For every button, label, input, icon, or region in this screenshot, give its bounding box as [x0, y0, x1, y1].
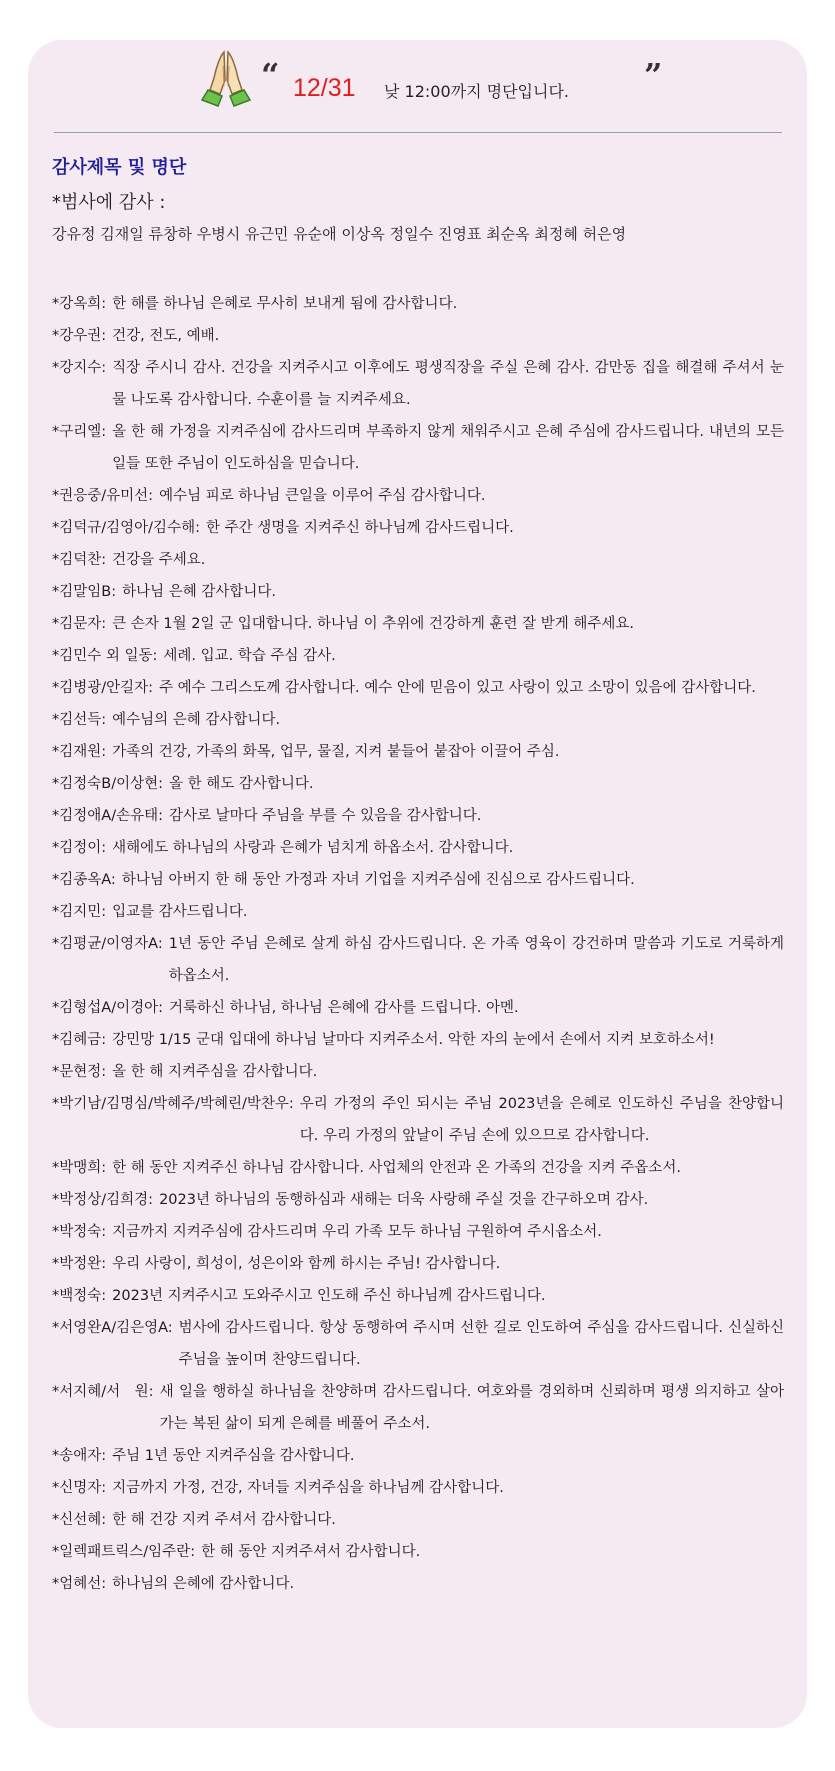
- entry-text: 한 주간 생명을 지켜주신 하나님께 감사드립니다.: [205, 520, 514, 536]
- entry-name: *김재원:: [52, 744, 107, 760]
- entry-name: *신선혜:: [52, 1512, 107, 1528]
- entry-text: 입교를 감사드립니다.: [112, 904, 248, 920]
- entry-name: *김혜금:: [52, 1032, 107, 1048]
- list-item: [52, 1568, 784, 1600]
- card-header: [28, 40, 807, 136]
- list-item: [52, 416, 784, 480]
- list-item: [52, 704, 784, 736]
- entry-text: 예수님 피로 하나님 큰일을 이루어 주심 감사합니다.: [159, 488, 486, 504]
- entry-text: 세례. 입교. 학습 주심 감사.: [163, 648, 336, 664]
- list-item: [52, 864, 784, 896]
- entry-text: 건강을 주세요.: [112, 552, 206, 568]
- entry-name: *김정숙B/이상현:: [52, 776, 164, 792]
- entry-text: 하나님의 은혜에 감사합니다.: [112, 1576, 295, 1592]
- entry-name: *박정상/김희경:: [52, 1192, 154, 1208]
- entry-text: 예수님의 은혜 감사합니다.: [112, 712, 281, 728]
- prayer-card: [28, 40, 807, 1728]
- list-item: [52, 832, 784, 864]
- list-item: [52, 800, 784, 832]
- entry-name: *김평균/이영자A:: [52, 936, 163, 952]
- names-list: 강유정 김재일 류창하 우병시 유근민 유순애 이상옥 정일수 진영표 최순옥 최정혜 허은영: [52, 225, 627, 243]
- deadline-date: 12/31: [293, 74, 356, 102]
- list-item: [52, 928, 784, 992]
- list-item: [52, 1056, 784, 1088]
- entry-text: 한 해 동안 지켜주셔서 감사합니다.: [201, 1544, 421, 1560]
- entry-text: 우리 가정의 주인 되시는 주님 2023년을 은혜로 인도하신 주님을 찬양합니다. 우리 가정의 앞날이 주님 손에 있으므로 감사합니다.: [299, 1096, 784, 1144]
- list-item: [52, 544, 784, 576]
- entry-list: [52, 288, 784, 1600]
- entry-text: 주님 1년 동안 지켜주심을 감사합니다.: [112, 1448, 355, 1464]
- list-item: [52, 1504, 784, 1536]
- list-item: [52, 640, 784, 672]
- close-quote: ”: [644, 56, 663, 94]
- section-subhead: *범사에 감사 :: [52, 192, 166, 213]
- entry-text: 큰 손자 1월 2일 군 입대합니다. 하나님 이 추위에 건강하게 훈련 잘 받게 해주세요.: [112, 616, 634, 632]
- entry-text: 감사로 날마다 주님을 부를 수 있음을 감사합니다.: [168, 808, 482, 824]
- entry-name: *강우권:: [52, 328, 107, 344]
- list-item: [52, 736, 784, 768]
- entry-name: *박정숙:: [52, 1224, 107, 1240]
- entry-text: 하나님 아버지 한 해 동안 가정과 자녀 기업을 지켜주심에 진심으로 감사드립니다.: [121, 872, 635, 888]
- section-title: 감사제목 및 명단: [52, 157, 187, 178]
- header-divider: [54, 132, 782, 133]
- entry-name: *일렉패트릭스/임주란:: [52, 1544, 196, 1560]
- entry-name: *서지혜/서 원:: [52, 1384, 154, 1400]
- praying-hands-icon: [194, 46, 260, 112]
- list-item: [52, 512, 784, 544]
- entry-text: 건강, 전도, 예배.: [112, 328, 220, 344]
- list-item: [52, 992, 784, 1024]
- list-item: [52, 1184, 784, 1216]
- list-item: [52, 768, 784, 800]
- list-item: [52, 576, 784, 608]
- list-item: [52, 320, 784, 352]
- entry-text: 2023년 하나님의 동행하심과 새해는 더욱 사랑해 주실 것을 간구하오며 감사.: [159, 1192, 649, 1208]
- entry-text: 새 일을 행하실 하나님을 찬양하며 감사드립니다. 여호와를 경외하며 신뢰하며 평생 의지하고 살아가는 복된 삶이 되게 은혜를 베풀어 주소서.: [159, 1384, 784, 1432]
- entry-name: *박정완:: [52, 1256, 107, 1272]
- entry-name: *신명자:: [52, 1480, 107, 1496]
- entry-name: *송애자:: [52, 1448, 107, 1464]
- entry-name: *김민수 외 일동:: [52, 648, 158, 664]
- list-item: [52, 1312, 784, 1376]
- list-item: [52, 1024, 784, 1056]
- open-quote: “: [261, 56, 280, 94]
- deadline-note: 낮 12:00까지 명단입니다.: [384, 82, 570, 101]
- list-item: [52, 1216, 784, 1248]
- entry-text: 새해에도 하나님의 사랑과 은혜가 넘치게 하옵소서. 감사합니다.: [112, 840, 514, 856]
- entry-text: 1년 동안 주님 은혜로 살게 하심 감사드립니다. 온 가족 영육이 강건하며 말씀과 기도로 거룩하게 하옵소서.: [168, 936, 784, 984]
- entry-text: 강민망 1/15 군대 입대에 하나님 날마다 지켜주소서. 악한 자의 눈에서 손에서 지켜 보호하소서!: [112, 1032, 715, 1048]
- entry-text: 거룩하신 하나님, 하나님 은혜에 감사를 드립니다. 아멘.: [168, 1000, 519, 1016]
- entry-name: *박맹희:: [52, 1160, 107, 1176]
- entry-text: 우리 사랑이, 희성이, 성은이와 함께 하시는 주님! 감사합니다.: [112, 1256, 501, 1272]
- entry-text: 범사에 감사드립니다. 항상 동행하여 주시며 선한 길로 인도하여 주심을 감사드립니다. 신실하신 주님을 높이며 찬양드립니다.: [178, 1320, 784, 1368]
- entry-text: 직장 주시니 감사. 건강을 지켜주시고 이후에도 평생직장을 주실 은혜 감사. 감만동 집을 해결해 주셔서 눈물 나도록 감사합니다. 수훈이를 늘 지켜주세요.: [112, 360, 784, 408]
- entry-name: *김덕찬:: [52, 552, 107, 568]
- entry-text: 지금까지 가정, 건강, 자녀들 지켜주심을 하나님께 감사합니다.: [112, 1480, 504, 1496]
- entry-name: *김문자:: [52, 616, 107, 632]
- list-item: [52, 352, 784, 416]
- list-item: [52, 1088, 784, 1152]
- entry-name: *구리엘:: [52, 424, 107, 440]
- entry-name: *김말임B:: [52, 584, 117, 600]
- entry-text: 한 해 건강 지켜 주셔서 감사합니다.: [112, 1512, 336, 1528]
- entry-text: 한 해를 하나님 은혜로 무사히 보내게 됨에 감사합니다.: [112, 296, 458, 312]
- entry-name: *김선득:: [52, 712, 107, 728]
- entry-name: *강옥희:: [52, 296, 107, 312]
- list-item: [52, 896, 784, 928]
- entry-text: 지금까지 지켜주심에 감사드리며 우리 가족 모두 하나님 구원하여 주시옵소서.: [112, 1224, 602, 1240]
- entry-name: *서영완A/김은영A:: [52, 1320, 173, 1336]
- entry-name: *김지민:: [52, 904, 107, 920]
- entry-name: *김정이:: [52, 840, 107, 856]
- list-item: [52, 1152, 784, 1184]
- list-item: [52, 672, 784, 704]
- entry-text: 주 예수 그리스도께 감사합니다. 예수 안에 믿음이 있고 사랑이 있고 소망이 있음에 감사합니다.: [159, 680, 756, 696]
- list-item: [52, 1536, 784, 1568]
- entry-name: *김형섭A/이경아:: [52, 1000, 163, 1016]
- entry-text: 2023년 지켜주시고 도와주시고 인도해 주신 하나님께 감사드립니다.: [112, 1288, 546, 1304]
- entry-text: 올 한 해 가정을 지켜주심에 감사드리며 부족하지 않게 채워주시고 은혜 주심에 감사드립니다. 내년의 모든 일들 또한 주님이 인도하심을 믿습니다.: [112, 424, 784, 472]
- list-item: [52, 1376, 784, 1440]
- list-item: [52, 1248, 784, 1280]
- entry-name: *백정숙:: [52, 1288, 107, 1304]
- entry-text: 하나님 은혜 감사합니다.: [122, 584, 277, 600]
- entry-name: *문현정:: [52, 1064, 107, 1080]
- list-item: [52, 480, 784, 512]
- entry-name: *김종옥A:: [52, 872, 116, 888]
- list-item: [52, 288, 784, 320]
- entry-name: *김덕규/김영아/김수해:: [52, 520, 200, 536]
- entry-name: *김정애A/손유태:: [52, 808, 163, 824]
- entry-name: *강지수:: [52, 360, 107, 376]
- entry-name: *김병광/안길자:: [52, 680, 154, 696]
- list-item: [52, 608, 784, 640]
- entry-text: 가족의 건강, 가족의 화목, 업무, 물질, 지켜 붙들어 붙잡아 이끌어 주심.: [112, 744, 560, 760]
- entry-text: 올 한 해 지켜주심을 감사합니다.: [112, 1064, 318, 1080]
- list-item: [52, 1440, 784, 1472]
- entry-name: *박기남/김명심/박혜주/박혜린/박찬우:: [52, 1096, 294, 1112]
- entry-text: 올 한 해도 감사합니다.: [169, 776, 314, 792]
- list-item: [52, 1280, 784, 1312]
- entry-name: *권응중/유미선:: [52, 488, 154, 504]
- entry-text: 한 해 동안 지켜주신 하나님 감사합니다. 사업체의 안전과 온 가족의 건강을 지켜 주옵소서.: [112, 1160, 681, 1176]
- list-item: [52, 1472, 784, 1504]
- entry-name: *엄혜선:: [52, 1576, 107, 1592]
